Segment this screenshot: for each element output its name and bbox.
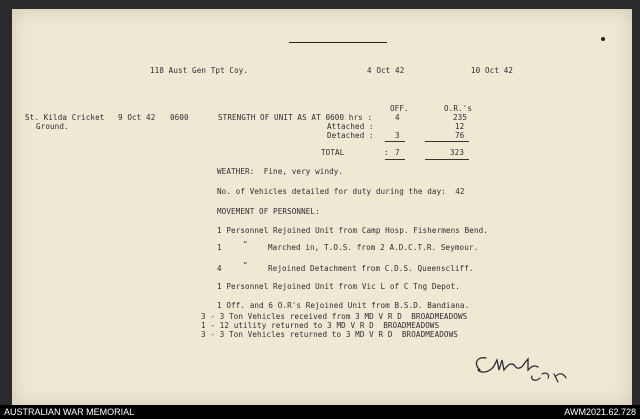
unit-name: 118 Aust Gen Tpt Coy.: [150, 66, 249, 75]
header-rule: [289, 42, 387, 43]
movement-line-3-ditto: ": [243, 261, 248, 270]
total-off: 7: [395, 148, 400, 157]
off-total-line: [385, 159, 405, 160]
entry-time: 0600: [170, 113, 189, 122]
movement-line-2-count: 1: [217, 243, 222, 252]
total-ors: 323: [450, 148, 465, 157]
place-line2: Ground.: [36, 122, 69, 131]
archive-name: AUSTRALIAN WAR MEMORIAL: [4, 407, 135, 417]
attached-ors: 12: [455, 122, 465, 131]
total-label: TOTAL: [321, 148, 345, 157]
vehicle-move-2: 1 - 12 utility returned to 3 MD V R D BROADMEADOWS: [201, 321, 440, 330]
col-ors-header: O.R.'s: [444, 104, 473, 113]
date-to: 10 Oct 42: [471, 66, 514, 75]
movement-line-5: 1 Off. and 6 O.R's Rejoined Unit from B.S.D. Bandiana.: [217, 301, 470, 310]
entry-date: 9 Oct 42: [118, 113, 156, 122]
detached-off: 3: [395, 131, 400, 140]
date-from: 4 Oct 42: [367, 66, 405, 75]
archive-reference: AWM2021.62.728: [564, 407, 636, 417]
ors-subtotal-line: [425, 141, 469, 142]
off-subtotal-line: [385, 141, 405, 142]
movement-line-3: Rejoined Detachment from C.D.S. Queenscliff.: [268, 264, 474, 273]
weather-line: WEATHER: Fine, very windy.: [217, 167, 344, 176]
punch-hole: [601, 37, 605, 41]
diary-page: [12, 9, 632, 405]
total-separator: :: [384, 148, 389, 157]
strength-title: STRENGTH OF UNIT AS AT 0600 hrs :: [218, 113, 373, 122]
movement-line-1: 1 Personnel Rejoined Unit from Camp Hosp. Fishermens Bend.: [217, 226, 488, 235]
ors-total-line: [425, 159, 469, 160]
signature: [470, 352, 600, 387]
detached-ors: 76: [455, 131, 465, 140]
strength-off: 4: [395, 113, 400, 122]
movement-heading: MOVEMENT OF PERSONNEL:: [217, 207, 320, 216]
movement-line-2: Marched in, T.O.S. from 2 A.D.C.T.R. Seymour.: [268, 243, 479, 252]
vehicles-line: No. of Vehicles detailed for duty during the day: 42: [217, 187, 465, 196]
attached-label: Attached :: [327, 122, 374, 131]
place-line1: St. Kilda Cricket: [25, 113, 105, 122]
col-off-header: OFF.: [390, 104, 409, 113]
movement-line-3-count: 4: [217, 264, 222, 273]
detached-label: Detached :: [327, 131, 374, 140]
movement-line-4: 1 Personnel Rejoined Unit from Vic L of C Tng Depot.: [217, 282, 460, 291]
vehicle-move-3: 3 - 3 Ton Vehicles returned to 3 MD V R D BROADMEADOWS: [201, 330, 458, 339]
movement-line-2-ditto: ": [243, 240, 248, 249]
strength-ors: 235: [453, 113, 468, 122]
archive-footer: [0, 405, 640, 419]
vehicle-move-1: 3 - 3 Ton Vehicles received from 3 MD V R D BROADMEADOWS: [201, 312, 468, 321]
